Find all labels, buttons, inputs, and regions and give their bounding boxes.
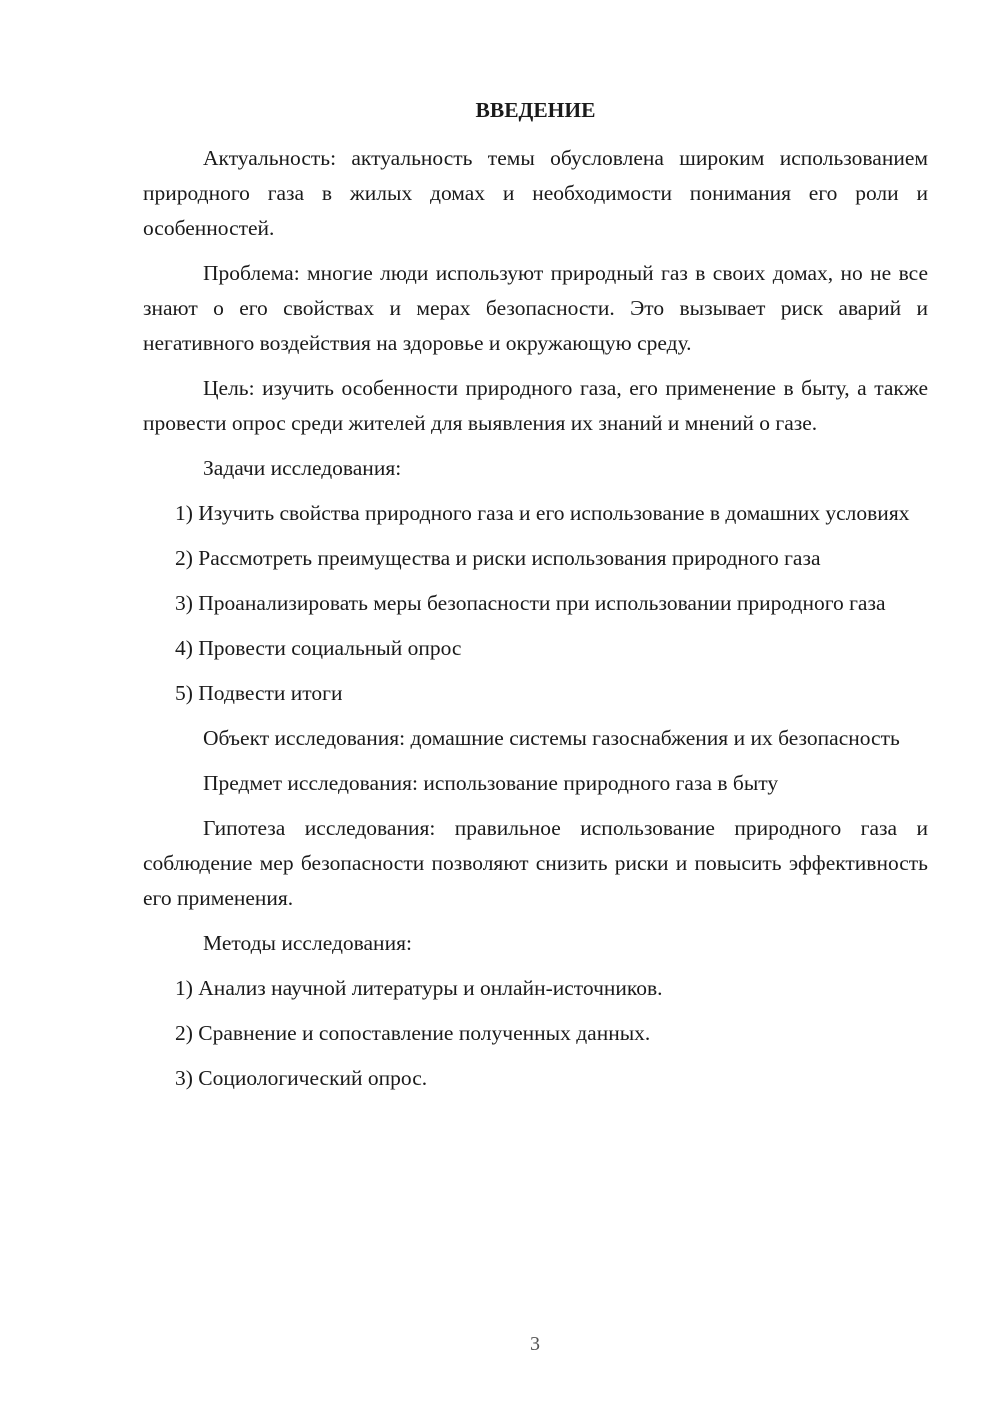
task-item: 1) Изучить свойства природного газа и его использование в домашних условиях [175,501,910,525]
problem-paragraph: Проблема: многие люди используют природный газ в своих домах, но не все знают о его свойствах и мерах безопасности. Это вызывает риск аварий и негативного воздействия на здоровье и окружающую среду. [143,261,928,355]
document-page [143,95,928,1106]
page-number: 3 [530,1333,540,1355]
method-item: 3) Социологический опрос. [175,1066,428,1090]
method-item: 1) Анализ научной литературы и онлайн-источников. [175,976,663,1000]
task-item: 2) Рассмотреть преимущества и риски использования природного газа [175,546,821,570]
method-item: 2) Сравнение и сопоставление полученных данных. [175,1021,651,1045]
hypothesis-paragraph: Гипотеза исследования: правильное использование природного газа и соблюдение мер безопасности позволяют снизить риски и повысить эффективность его применения. [143,816,928,910]
subject-paragraph: Предмет исследования: использование природного газа в быту [203,771,779,795]
tasks-heading: Задачи исследования: [203,456,402,480]
object-paragraph: Объект исследования: домашние системы газоснабжения и их безопасность [203,726,900,750]
methods-heading: Методы исследования: [203,931,412,955]
section-title: ВВЕДЕНИЕ [475,98,596,122]
task-item: 3) Проанализировать меры безопасности при использовании природного газа [175,591,886,615]
task-item: 4) Провести социальный опрос [175,636,462,660]
relevance-paragraph: Актуальность: актуальность темы обусловлена широким использованием природного газа в жилых домах и необходимости понимания его роли и особенностей. [143,146,928,240]
task-item: 5) Подвести итоги [175,681,343,705]
goal-paragraph: Цель: изучить особенности природного газа, его применение в быту, а также провести опрос среди жителей для выявления их знаний и мнений о газе. [143,376,928,435]
